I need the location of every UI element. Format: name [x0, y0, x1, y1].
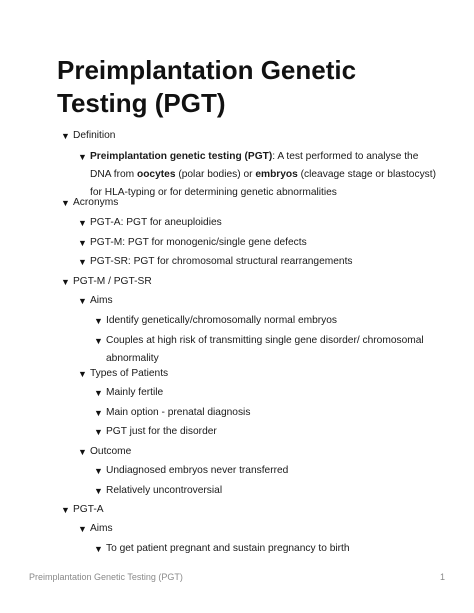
- definition-text[interactable]: ▼ Preimplantation genetic testing (PGT): A test performed to analyse the DNA from oocytes (polar bodies) or embryos (cleavage stage or blastocyst) for HLA-typing or for determining genetic abnormalities: [78, 148, 438, 202]
- collapse-arrow-icon[interactable]: ▼: [94, 388, 103, 398]
- collapse-arrow-icon[interactable]: ▼: [61, 505, 70, 515]
- collapse-arrow-icon[interactable]: ▼: [78, 524, 87, 534]
- patient-item[interactable]: ▼ PGT just for the disorder: [94, 423, 438, 441]
- toggle-pgt-m-sr[interactable]: [61, 273, 441, 291]
- aim-item[interactable]: ▼ Couples at high risk of transmitting single gene disorder/ chromosomal abnormality: [94, 332, 438, 368]
- collapse-arrow-icon[interactable]: ▼: [78, 257, 87, 267]
- collapse-arrow-icon[interactable]: ▼: [61, 277, 70, 287]
- collapse-arrow-icon[interactable]: ▼: [78, 447, 87, 457]
- acronym-item[interactable]: ▼ PGT-M: PGT for monogenic/single gene defects: [78, 234, 438, 252]
- acronym-item[interactable]: ▼ PGT-A: PGT for aneuploidies: [78, 214, 438, 232]
- collapse-arrow-icon[interactable]: ▼: [94, 486, 103, 496]
- footer-title: Preimplantation Genetic Testing (PGT): [29, 572, 183, 582]
- toggle-label: PGT-A: [73, 504, 104, 515]
- toggle-label: Aims: [90, 523, 113, 534]
- collapse-arrow-icon[interactable]: ▼: [94, 336, 103, 346]
- toggle-outcome[interactable]: [78, 443, 438, 461]
- toggle-label: Aims: [90, 295, 113, 306]
- term-oocytes: oocytes: [136, 169, 176, 180]
- collapse-arrow-icon[interactable]: ▼: [61, 198, 70, 208]
- toggle-label: Types of Patients: [90, 368, 169, 379]
- collapse-arrow-icon[interactable]: ▼: [61, 131, 70, 141]
- toggle-label: Acronyms: [73, 197, 119, 208]
- toggle-definition[interactable]: [61, 127, 441, 145]
- collapse-arrow-icon[interactable]: ▼: [94, 544, 103, 554]
- toggle-types-of-patients[interactable]: [78, 365, 438, 383]
- collapse-arrow-icon[interactable]: ▼: [94, 408, 103, 418]
- acronym-item[interactable]: ▼ PGT-SR: PGT for chromosomal structural rearrangements: [78, 253, 438, 271]
- page-footer: [29, 572, 445, 582]
- patient-item[interactable]: ▼ Main option - prenatal diagnosis: [94, 404, 438, 422]
- outcome-item[interactable]: ▼ Relatively uncontroversial: [94, 482, 438, 500]
- page-number: 1: [439, 572, 445, 582]
- toggle-label: Definition: [73, 130, 116, 141]
- definition-term: Preimplantation genetic testing (PGT): [90, 151, 273, 162]
- toggle-aims[interactable]: [78, 520, 438, 538]
- collapse-arrow-icon[interactable]: ▼: [78, 296, 87, 306]
- collapse-arrow-icon[interactable]: ▼: [94, 427, 103, 437]
- collapse-arrow-icon[interactable]: ▼: [94, 316, 103, 326]
- aim-item[interactable]: ▼ To get patient pregnant and sustain pregnancy to birth: [94, 540, 438, 558]
- aim-item[interactable]: ▼ Identify genetically/chromosomally normal embryos: [94, 312, 438, 330]
- collapse-arrow-icon[interactable]: ▼: [78, 238, 87, 248]
- collapse-arrow-icon[interactable]: ▼: [78, 218, 87, 228]
- term-embryos: embryos: [255, 169, 298, 180]
- toggle-label: Outcome: [90, 446, 132, 457]
- toggle-pgt-a[interactable]: [61, 501, 441, 519]
- toggle-acronyms[interactable]: [61, 194, 441, 212]
- page-title: Preimplantation Genetic Testing (PGT): [57, 55, 357, 118]
- patient-item[interactable]: ▼ Mainly fertile: [94, 384, 438, 402]
- toggle-label: PGT-M / PGT-SR: [73, 276, 152, 287]
- collapse-arrow-icon[interactable]: ▼: [78, 369, 87, 379]
- collapse-arrow-icon[interactable]: ▼: [78, 152, 87, 162]
- toggle-aims[interactable]: [78, 292, 438, 310]
- outcome-item[interactable]: ▼ Undiagnosed embryos never transferred: [94, 462, 438, 480]
- collapse-arrow-icon[interactable]: ▼: [94, 466, 103, 476]
